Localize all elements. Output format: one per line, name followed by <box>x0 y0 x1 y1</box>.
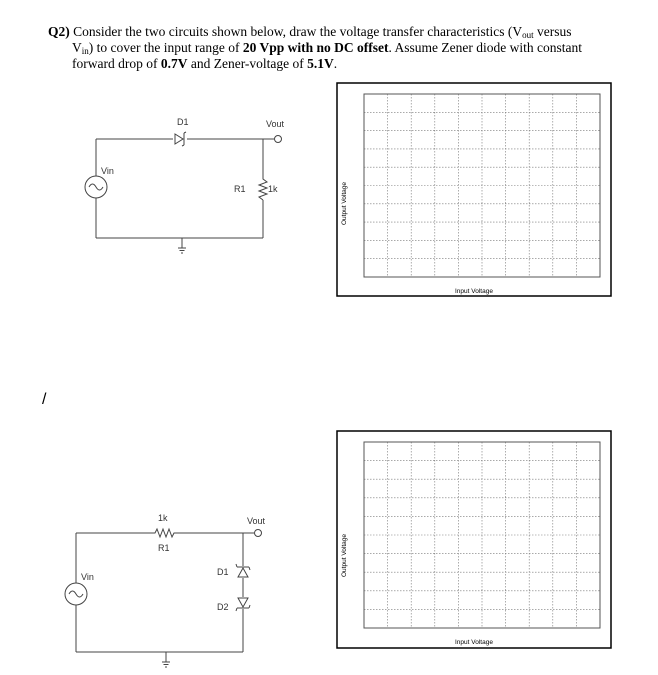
vout2-label: Vout <box>247 516 266 526</box>
question-text-2: versus <box>537 24 572 39</box>
question-text-1: Consider the two circuits shown below, draw the voltage transfer characteristics (V <box>73 24 523 39</box>
question-text-4: . Assume Zener diode with constant <box>388 40 582 55</box>
vin-label: Vin <box>101 166 114 176</box>
question-text-6: and Zener-voltage of <box>190 56 304 71</box>
forward-drop: 0.7V <box>160 56 188 71</box>
vin-symbol: V <box>72 40 82 55</box>
graph2-frame <box>337 431 611 648</box>
vin2-label: Vin <box>81 572 94 582</box>
ground2-symbol <box>162 662 170 667</box>
question-text-5: forward drop of <box>72 56 158 71</box>
vin-subscript: in <box>81 46 89 56</box>
resistor2-label: R1 <box>158 543 170 553</box>
question-text-7: . <box>333 56 338 71</box>
graph-2[interactable] <box>336 430 613 650</box>
vout-label: Vout <box>266 119 285 129</box>
r1-label: R1 <box>234 184 246 194</box>
question-text-3: ) to cover the input range of <box>88 40 240 55</box>
graph1-frame <box>337 83 611 296</box>
r1-value: 1k <box>268 184 278 194</box>
graph1-y-label: Output Voltage <box>341 181 348 225</box>
graph-1[interactable] <box>336 82 613 298</box>
resistor2-symbol <box>152 529 179 537</box>
vout-subscript: out <box>522 30 534 40</box>
d1-label: D1 <box>177 117 189 127</box>
d1-2-label: D1 <box>217 567 229 577</box>
graph2-y-label: Output Voltage <box>341 533 348 577</box>
question-number: Q2) <box>48 24 70 39</box>
graph1-x-label: Input Voltage <box>455 288 493 295</box>
resistor2-value: 1k <box>158 513 168 523</box>
input-range: 20 Vpp with no DC offset <box>242 40 389 55</box>
zener-voltage: 5.1V <box>307 56 334 71</box>
stray-slash-mark: / <box>42 391 47 408</box>
d2-label: D2 <box>217 602 229 612</box>
output2-terminal <box>255 530 262 537</box>
graph2-x-label: Input Voltage <box>455 639 493 646</box>
ac-source2-symbol <box>65 583 87 605</box>
